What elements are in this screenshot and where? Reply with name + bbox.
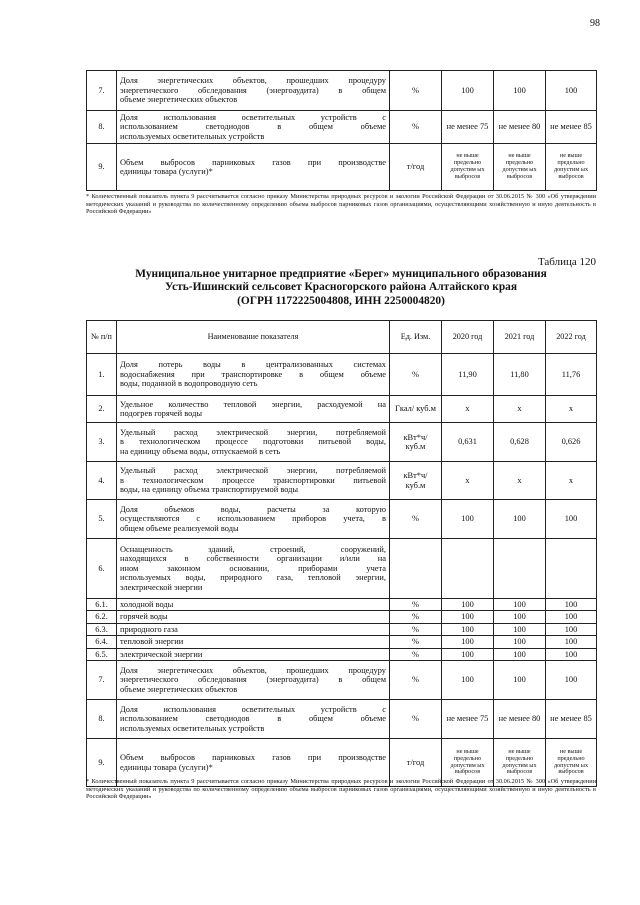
indicator-name-line: холодной воды — [120, 600, 174, 609]
table-row — [87, 611, 597, 623]
indicator-name-line: использованием светодиодов в общем объеме — [120, 714, 386, 724]
indicator-name — [117, 700, 390, 739]
indicator-name-line: Удельный расход электрической энергии, потребляемой — [120, 427, 386, 437]
unit-cell: % — [390, 611, 442, 623]
unit-cell: % — [390, 599, 442, 611]
title-line: (ОГРН 1172225004808, ИНН 2250004820) — [237, 294, 445, 307]
value-2020: 100 — [442, 636, 494, 648]
value-2022: 100 — [546, 71, 597, 111]
indicator-name-line: воды, поданной в водопроводную сеть — [120, 379, 258, 389]
value-2022: 0,626 — [546, 423, 597, 462]
organization-title — [86, 268, 596, 308]
row-number: 6.4. — [87, 636, 117, 648]
unit-cell: % — [390, 111, 442, 144]
indicator-name-line: водоснабжения при транспортировке в общем объеме — [120, 369, 386, 379]
value-2020: 100 — [442, 71, 494, 111]
value-2022: х — [546, 396, 597, 423]
value-2020: 100 — [442, 500, 494, 539]
value-2021: 100 — [494, 661, 546, 700]
unit-cell: % — [390, 500, 442, 539]
row-number: 6.2. — [87, 611, 117, 623]
value-2021: 100 — [494, 599, 546, 611]
table-row — [87, 700, 597, 739]
value-2022: 100 — [546, 500, 597, 539]
main-indicator-table — [86, 320, 597, 787]
value-2021: х — [494, 462, 546, 500]
header-2021: 2021 год — [494, 321, 546, 354]
value-2021: не выше предельно допустим ых выбросов — [494, 144, 546, 191]
indicator-name-line: в технологическом процессе транспортировки питьевой — [120, 475, 386, 485]
unit-cell: % — [390, 623, 442, 635]
value-2022: х — [546, 462, 597, 500]
table-row — [87, 636, 597, 648]
value-2021: 100 — [494, 623, 546, 635]
indicator-name-line: использованием светодиодов в общем объеме — [120, 122, 386, 132]
indicator-name-line: электрической энергии — [120, 649, 203, 659]
table-row — [87, 354, 597, 396]
table-row — [87, 71, 597, 111]
header-2022: 2022 год — [546, 321, 597, 354]
value-2020: 100 — [442, 648, 494, 660]
row-number: 6.3. — [87, 623, 117, 635]
unit-cell: кВт*ч/ куб.м — [390, 423, 442, 462]
table-row — [87, 462, 597, 500]
indicator-name — [117, 636, 390, 648]
row-number: 6. — [87, 539, 117, 599]
indicator-name-line: энергетического обследования (энергоаудита) в общем — [120, 85, 386, 95]
main-footnote: * Количественный показатель пункта 9 рассчитывается согласно приказу Министерства природных ресурсов и экологии Российской Федерации от 30.06.2015 № 300 «Об утверждении методических указаний и руководства по количественному определению объема выбросов парниковых газов организациями, осуществляющими хозяйственную и иную деятельность в Российской Федерации» — [86, 778, 596, 801]
unit-cell — [390, 539, 442, 599]
table-caption: Таблица 120 — [537, 256, 596, 268]
value-2020: 0,631 — [442, 423, 494, 462]
indicator-name-line: объеме энергетических объектов — [120, 95, 238, 105]
indicator-name-line: Доля использования осветительных устройств с — [120, 704, 386, 714]
value-2020: 11,90 — [442, 354, 494, 396]
indicator-name-line: объеме энергетических объектов — [120, 684, 238, 694]
table-row — [87, 661, 597, 700]
value-2021: 11,80 — [494, 354, 546, 396]
unit-cell: % — [390, 354, 442, 396]
indicator-name — [117, 539, 390, 599]
value-2020: 100 — [442, 611, 494, 623]
unit-cell: % — [390, 648, 442, 660]
row-number: 3. — [87, 423, 117, 462]
value-2021: 100 — [494, 636, 546, 648]
unit-cell: % — [390, 636, 442, 648]
header-num: № п/п — [87, 321, 117, 354]
value-2022: 100 — [546, 623, 597, 635]
indicator-name — [117, 648, 390, 660]
value-2021: 100 — [494, 500, 546, 539]
row-number: 1. — [87, 354, 117, 396]
table-row — [87, 111, 597, 144]
indicator-name — [117, 611, 390, 623]
table-row — [87, 500, 597, 539]
indicator-name-line: Доля энергетических объектов, прошедших процедуру — [120, 76, 386, 86]
indicator-name-line: подогрев горячей воды — [120, 409, 202, 418]
value-2021: 100 — [494, 611, 546, 623]
table-row — [87, 648, 597, 660]
row-number: 6.5. — [87, 648, 117, 660]
value-2020: не менее 75 — [442, 111, 494, 144]
value-2021: 100 — [494, 648, 546, 660]
row-number: 7. — [87, 71, 117, 111]
indicator-name — [117, 623, 390, 635]
row-number: 6.1. — [87, 599, 117, 611]
value-2022: не менее 85 — [546, 111, 597, 144]
value-2022: 100 — [546, 648, 597, 660]
value-2020: 100 — [442, 599, 494, 611]
indicator-name-line: энергетического обследования (энергоаудита) в общем — [120, 675, 386, 685]
row-number: 8. — [87, 111, 117, 144]
table-row — [87, 144, 597, 191]
header-unit: Ед. Изм. — [390, 321, 442, 354]
table-row — [87, 423, 597, 462]
indicator-name — [117, 111, 390, 144]
table-row — [87, 599, 597, 611]
indicator-name-line: горячей воды — [120, 612, 168, 622]
indicator-name-line: Объем выбросов парниковых газов при производстве — [120, 157, 386, 167]
indicator-name — [117, 71, 390, 111]
indicator-name-line: природного газа — [120, 624, 178, 634]
row-number: 2. — [87, 396, 117, 423]
indicator-name-line: Удельное количество тепловой энергии, расходуемой на — [120, 399, 386, 409]
indicator-name-line: электрической энергии — [120, 582, 203, 592]
indicator-name-line: тепловой энергии — [120, 637, 184, 647]
row-number: 5. — [87, 500, 117, 539]
indicator-name — [117, 423, 390, 462]
top-footnote: * Количественный показатель пункта 9 рассчитывается согласно приказу Министерства природных ресурсов и экологии Российской Федерации от 30.06.2015 № 300 «Об утверждении методических указаний и руководства по количественному определению объема выбросов парниковых газов организациями, осуществляющими хозяйственную и иную деятельность в Российской Федерации» — [86, 193, 596, 216]
indicator-name-line: единицы товара (услуги)* — [120, 167, 213, 176]
indicator-name — [117, 144, 390, 191]
value-2022 — [546, 539, 597, 599]
indicator-name-line: Доля объемов воды, расчеты за которую — [120, 504, 386, 514]
header-name: Наименование показателя — [117, 321, 390, 354]
row-number: 9. — [87, 144, 117, 191]
value-2020: х — [442, 462, 494, 500]
value-2021: не менее 80 — [494, 111, 546, 144]
indicator-name — [117, 661, 390, 700]
top-indicator-table — [86, 70, 597, 191]
unit-cell: т/год — [390, 144, 442, 191]
row-number: 4. — [87, 462, 117, 500]
indicator-name — [117, 500, 390, 539]
indicator-name — [117, 462, 390, 500]
indicator-name-line: осуществляются с использованием приборов учета, в — [120, 514, 386, 524]
indicator-name-line: на единицу объема воды, отпускаемой в сеть — [120, 446, 281, 456]
value-2022: 100 — [546, 661, 597, 700]
value-2020: не менее 75 — [442, 700, 494, 739]
indicator-name-line: воды, на единицу объема транспортируемой воды — [120, 485, 299, 495]
table-row — [87, 623, 597, 635]
title-line: Усть-Ишинский сельсовет Красногорского района Алтайского края — [164, 281, 518, 294]
page-number: 98 — [590, 18, 600, 29]
title-line: Муниципальное унитарное предприятие «Берег» муниципального образования — [135, 268, 547, 280]
unit-cell: Гкал/ куб.м — [390, 396, 442, 423]
value-2021 — [494, 539, 546, 599]
value-2022: не менее 85 — [546, 700, 597, 739]
indicator-name-line: находящихся в собственности организации и/или на — [120, 554, 386, 564]
value-2022: 100 — [546, 611, 597, 623]
value-2020: х — [442, 396, 494, 423]
row-number: 8. — [87, 700, 117, 739]
indicator-name-line: Оснащенность зданий, строений, сооружений, — [120, 544, 386, 554]
value-2020: 100 — [442, 661, 494, 700]
value-2021: х — [494, 396, 546, 423]
value-2020: 100 — [442, 623, 494, 635]
value-2022: не выше предельно допустим ых выбросов — [546, 144, 597, 191]
table-row — [87, 396, 597, 423]
table-row — [87, 539, 597, 599]
indicator-name-line: общем объеме реализуемой воды — [120, 523, 239, 533]
indicator-name-line: в технологическом процессе подготовки питьевой воды, — [120, 437, 386, 447]
unit-cell: % — [390, 661, 442, 700]
indicator-name-line: Доля использования осветительных устройств с — [120, 112, 386, 122]
unit-cell: кВт*ч/ куб.м — [390, 462, 442, 500]
indicator-name-line: используемых осветительных устройств — [120, 131, 265, 141]
indicator-name-line: единицы товара (услуги)* — [120, 762, 213, 772]
indicator-name-line: Доля энергетических объектов, прошедших процедуру — [120, 665, 386, 675]
indicator-name-line: используемых осветительных устройств — [120, 723, 265, 733]
value-2020: не выше предельно допустим ых выбросов — [442, 144, 494, 191]
indicator-name-line: Удельный расход электрической энергии, потребляемой — [120, 466, 386, 476]
indicator-name — [117, 354, 390, 396]
indicator-name — [117, 599, 390, 611]
unit-cell: т/год — [390, 739, 442, 787]
value-2022: 11,76 — [546, 354, 597, 396]
value-2021: 100 — [494, 71, 546, 111]
row-number: 7. — [87, 661, 117, 700]
unit-cell: % — [390, 71, 442, 111]
indicator-name-line: используемых воды, природного газа, тепловой энергии, — [120, 573, 386, 583]
indicator-name-line: ином законном основании, приборами учета — [120, 563, 386, 573]
table-header-row — [87, 321, 597, 354]
value-2021: не выше предельно допустим ых выбросов — [494, 739, 546, 787]
value-2022: 100 — [546, 599, 597, 611]
value-2020 — [442, 539, 494, 599]
indicator-name-line: Доля потерь воды в централизованных системах — [120, 360, 386, 370]
value-2022: 100 — [546, 636, 597, 648]
value-2021: 0,628 — [494, 423, 546, 462]
unit-cell: % — [390, 700, 442, 739]
indicator-name — [117, 396, 390, 423]
header-2020: 2020 год — [442, 321, 494, 354]
value-2021: не менее 80 — [494, 700, 546, 739]
value-2020: не выше предельно допустим ых выбросов — [442, 739, 494, 787]
value-2022: не выше предельно допустим ых выбросов — [546, 739, 597, 787]
row-number: 9. — [87, 739, 117, 787]
indicator-name-line: Объем выбросов парниковых газов при производстве — [120, 753, 386, 763]
